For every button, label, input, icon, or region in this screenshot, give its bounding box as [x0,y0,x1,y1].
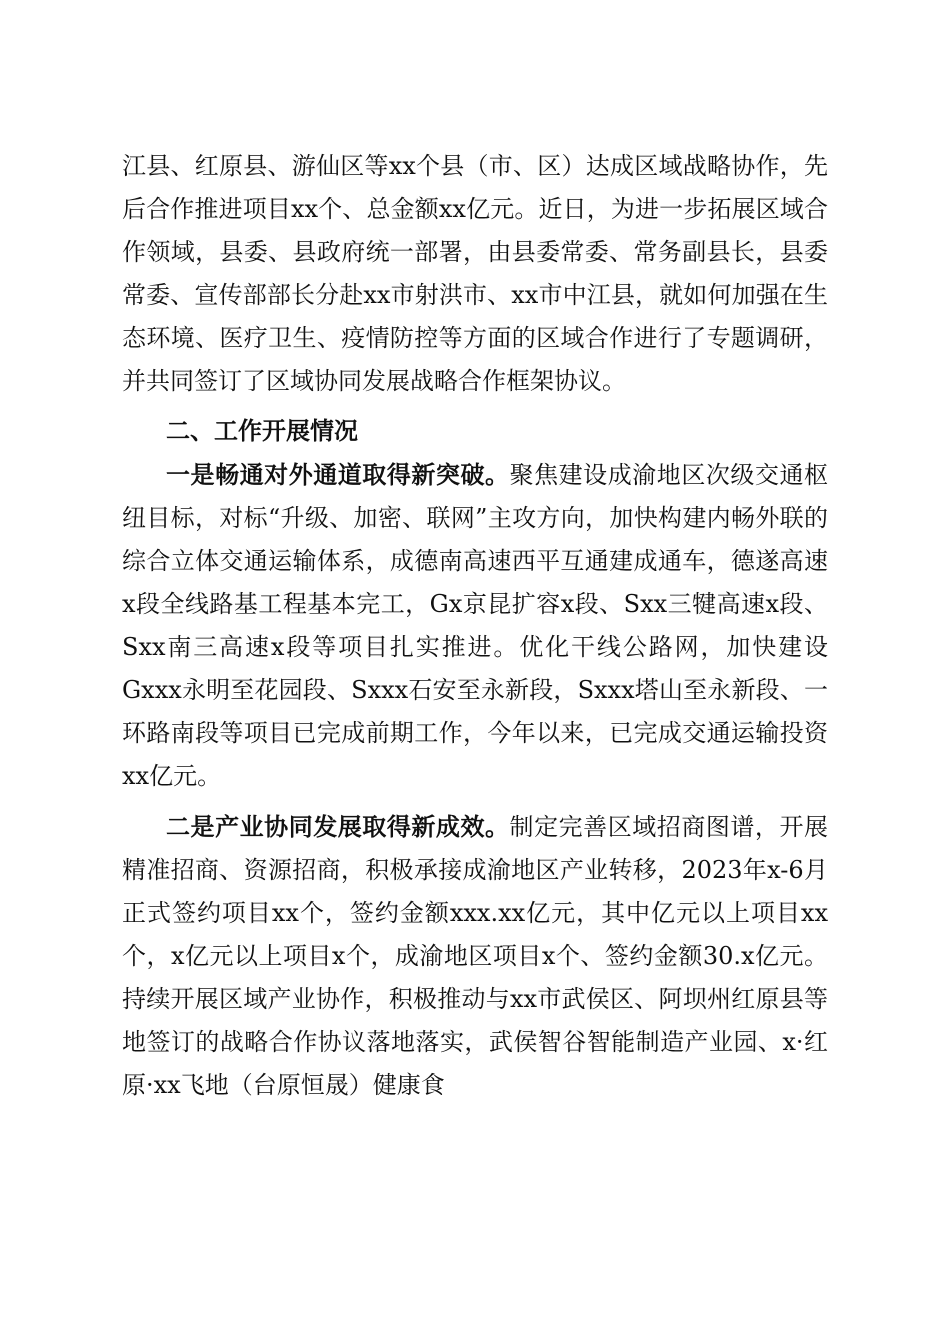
paragraph-spacer [122,403,828,410]
work-item-transport-lead: 一是畅通对外通道取得新突破。 [166,460,510,489]
document-body [122,145,828,1107]
paragraph-spacer [122,798,828,805]
section-heading: 二、工作开展情况 [166,417,358,445]
work-item-industry [122,805,828,1107]
paragraph-continuation: 江县、红原县、游仙区等xx个县（市、区）达成区域战略协作，先后合作推进项目xx个、总金额xx亿元。近日，为进一步拓展区域合作领域，县委、县政府统一部署，由县委常委、常务副县长，县委常委、宣传部部长分赴xx市射洪市、xx市中江县，就如何加强在生态环境、医疗卫生、疫情防控等方面的区域合作进行了专题调研，并共同签订了区域协同发展战略合作框架协议。 [122,152,828,395]
work-item-industry-body: 制定完善区域招商图谱，开展精准招商、资源招商，积极承接成渝地区产业转移，2023年x-6月正式签约项目xx个，签约金额xxx.xx亿元，其中亿元以上项目xx个，x亿元以上项目x个，成渝地区项目x个、签约金额30.x亿元。持续开展区域产业协作，积极推动与xx市武侯区、阿坝州红原县等地签订的战略合作协议落地落实，武侯智谷智能制造产业园、x·红原·xx飞地（台原恒晟）健康食 [122,813,829,1099]
work-item-transport-body: 聚焦建设成渝地区次级交通枢纽目标，对标“升级、加密、联网”主攻方向，加快构建内畅外联的综合立体交通运输体系，成德南高速西平互通建成通车，德遂高速x段全线路基工程基本完工，Gx京昆扩容x段、Sxx三犍高速x段、Sxx南三高速x段等项目扎实推进。优化干线公路网，加快建设Gxxx永明至花园段、Sxxx石安至永新段，Sxxx塔山至永新段、一环路南段等项目已完成前期工作，今年以来，已完成交通运输投资xx亿元。 [122,461,829,790]
work-item-transport [122,453,828,798]
work-item-industry-lead: 二是产业协同发展取得新成效。 [166,812,510,841]
